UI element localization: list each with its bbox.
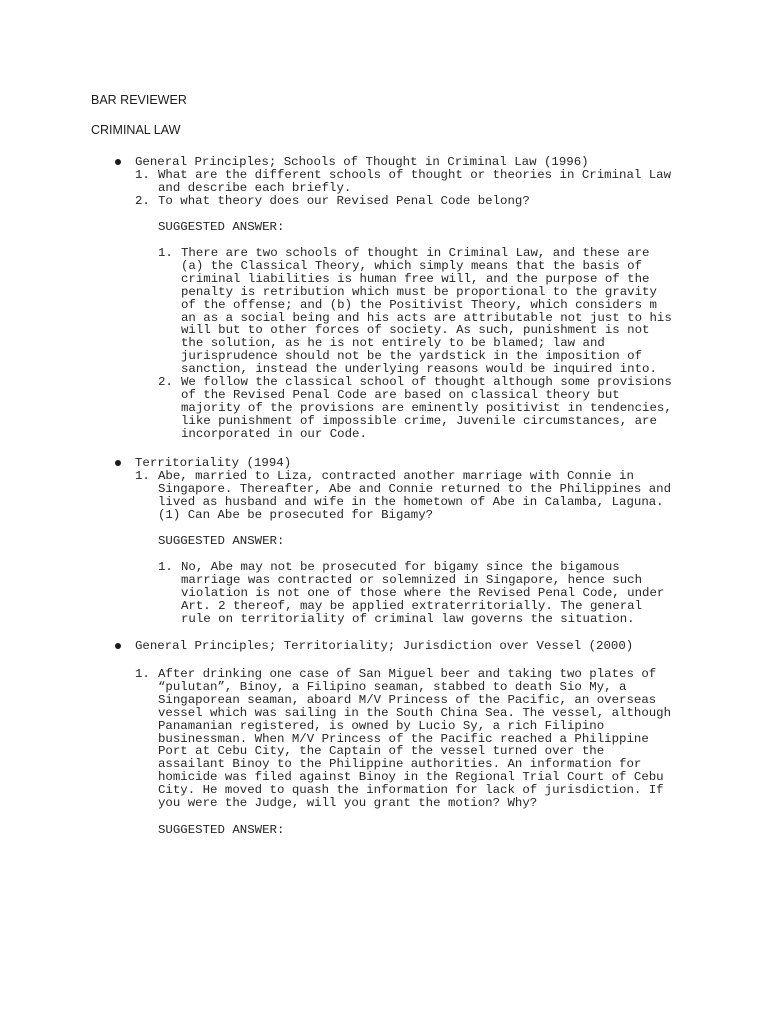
- subject-heading: CRIMINAL LAW: [91, 123, 181, 137]
- answer-text: There are two schools of thought in Criminal Law, and these are: [181, 246, 650, 260]
- answer-text: criminal liabilities is human free will, and the purpose of the: [181, 271, 650, 286]
- document-title: BAR REVIEWER: [91, 93, 187, 107]
- bullet-icon: [115, 159, 121, 165]
- section-heading: General Principles; Territoriality; Jurisdiction over Vessel (2000): [135, 639, 634, 653]
- question-text: “pulutan”, Binoy, a Filipino seaman, stabbed to death Sio My, a: [158, 679, 627, 694]
- answer-text: No, Abe may not be prosecuted for bigamy since the bigamous: [181, 560, 620, 574]
- suggested-answer-label: SUGGESTED ANSWER:: [158, 534, 285, 548]
- answer-text: jurisprudence should not be the yardstick in the imposition of: [181, 349, 643, 364]
- suggested-answer-label: SUGGESTED ANSWER:: [158, 220, 285, 234]
- section-heading: Territoriality (1994): [135, 456, 292, 470]
- question-text: and describe each briefly.: [158, 180, 352, 195]
- question-text: Singapore. Thereafter, Abe and Connie returned to the Philippines and: [158, 481, 672, 496]
- answer-number: 1.: [158, 246, 173, 260]
- question-text: After drinking one case of San Miguel beer and taking two plates of: [158, 667, 657, 681]
- question-number: 1.: [135, 168, 150, 182]
- answer-text: of the offense; and (b) the Positivist Theory, which considers m: [181, 297, 657, 312]
- question-text: assailant Binoy to the Philippine authorities. An information for: [158, 757, 642, 772]
- question-text: (1) Can Abe be prosecuted for Bigamy?: [158, 507, 434, 522]
- answer-number: 1.: [158, 560, 173, 574]
- answer-text: We follow the classical school of thought although some provisions: [181, 375, 672, 389]
- answer-text: of the Revised Penal Code are based on classical theory but: [181, 387, 620, 402]
- answer-text: (a) the Classical Theory, which simply means that the basis of: [181, 258, 643, 273]
- question-text: homicide was filed against Binoy in the Regional Trial Court of Cebu: [158, 770, 664, 785]
- answer-text: penalty is retribution which must be proportional to the gravity: [181, 284, 657, 299]
- question-text: What are the different schools of thought or theories in Criminal Law: [158, 168, 672, 182]
- bullet-icon: [115, 643, 121, 649]
- answer-text: sanction, instead the underlying reasons would be inquired into.: [181, 362, 657, 377]
- answer-text: rule on territoriality of criminal law governs the situation.: [181, 611, 635, 626]
- question-text: To what theory does our Revised Penal Code belong?: [158, 193, 530, 208]
- bullet-icon: [115, 460, 121, 466]
- question-text: lived as husband and wife in the hometown of Abe in Calamba, Laguna.: [158, 494, 664, 509]
- answer-text: an as a social being and his acts are attributable not just to his: [181, 310, 672, 325]
- answer-number: 2.: [158, 375, 173, 389]
- answer-text: majority of the provisions are eminently positivist in tendencies,: [181, 400, 672, 415]
- question-text: businessman. When M/V Princess of the Pacific reached a Philippine: [158, 731, 649, 746]
- answer-text: Art. 2 thereof, may be applied extraterritorially. The general: [181, 598, 643, 613]
- suggested-answer-label: SUGGESTED ANSWER:: [158, 823, 285, 837]
- question-text: Singaporean seaman, aboard M/V Princess of the Pacific, an overseas: [158, 692, 657, 707]
- section-heading: General Principles; Schools of Thought in Criminal Law (1996): [135, 155, 589, 169]
- question-text: City. He moved to quash the information for lack of jurisdiction. If: [158, 783, 664, 798]
- answer-text: incorporated in our Code.: [181, 426, 367, 441]
- question-text: Abe, married to Liza, contracted another marriage with Connie in: [158, 469, 634, 483]
- answer-text: the solution, as he is not entirely to be blamed; law and: [181, 336, 605, 351]
- answer-text: violation is not one of those where the Revised Penal Code, under: [181, 585, 665, 600]
- answer-text: like punishment of impossible crime, Juvenile circumstances, are: [181, 413, 657, 428]
- question-number: 1.: [135, 667, 150, 681]
- question-text: Port at Cebu City, the Captain of the vessel turned over the: [158, 744, 605, 759]
- question-text: vessel which was sailing in the South China Sea. The vessel, although: [158, 705, 672, 720]
- question-number: 2.: [135, 193, 150, 208]
- question-number: 1.: [135, 469, 150, 483]
- question-text: Panamanian registered, is owned by Lucio Sy, a rich Filipino: [158, 718, 605, 733]
- answer-text: will but to other forces of society. As such, punishment is not: [181, 323, 650, 338]
- question-text: you were the Judge, will you grant the motion? Why?: [158, 796, 538, 810]
- answer-text: marriage was contracted or solemnized in Singapore, hence such: [181, 572, 643, 587]
